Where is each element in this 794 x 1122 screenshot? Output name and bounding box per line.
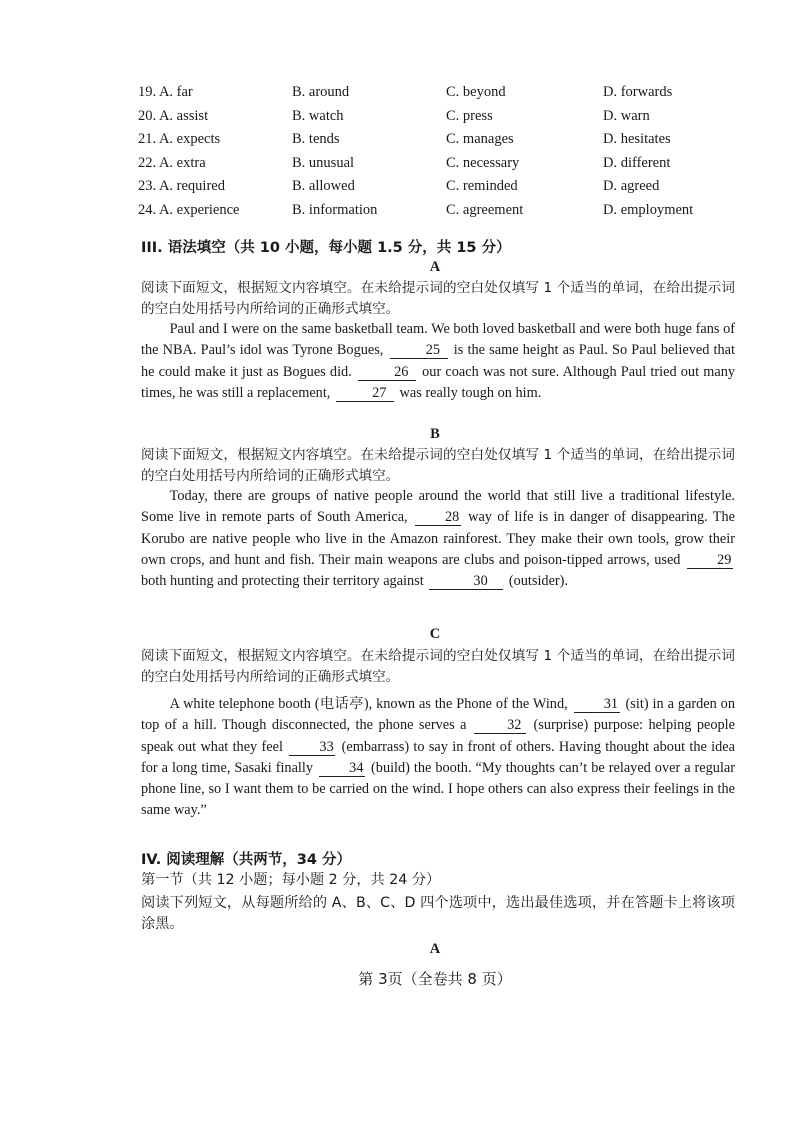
section-4-subheading: 第一节（共 12 小题；每小题 2 分，共 24 分） bbox=[141, 872, 441, 888]
section-4-heading: IV. 阅读理解（共两节，34 分） bbox=[141, 852, 352, 868]
option-row bbox=[138, 152, 758, 176]
blank-28[interactable]: 28 bbox=[415, 509, 461, 526]
option-cell: B. around bbox=[292, 84, 350, 101]
option-cell: D. employment bbox=[603, 201, 694, 218]
part-b-letter: B bbox=[430, 426, 440, 442]
blank-27[interactable]: 27 bbox=[336, 385, 394, 402]
blank-25[interactable]: 25 bbox=[390, 342, 448, 359]
blank-32[interactable]: 32 bbox=[474, 717, 526, 734]
option-cell: B. information bbox=[292, 201, 378, 218]
section-3-heading: III. 语法填空（共 10 小题，每小题 1.5 分，共 15 分） bbox=[141, 240, 511, 256]
part-c-instruction: 阅读下面短文，根据短文内容填空。在未给提示词的空白处仅填写 1 个适当的单词，在给出提示词的空白处用括号内所给词的正确形式填空。 bbox=[141, 648, 735, 686]
option-cell: B. unusual bbox=[292, 154, 355, 171]
option-cell: D. different bbox=[603, 154, 671, 171]
option-cell: C. press bbox=[446, 107, 493, 124]
option-cell: B. watch bbox=[292, 107, 344, 124]
options-table bbox=[138, 81, 758, 222]
blank-26[interactable]: 26 bbox=[358, 364, 416, 381]
option-cell: 23. A. required bbox=[138, 178, 225, 195]
option-cell: B. allowed bbox=[292, 178, 355, 195]
option-cell: 22. A. extra bbox=[138, 154, 206, 171]
part-c-passage: A white telephone booth (电话亭), known as the Phone of the Wind, 31 (sit) in a garden on top of a hill. Though disconnected, the phone serves a 32 (surprise) purpose: helping people speak out what they feel 33 (embarrass) to say in front of others. Having thought about the idea for a long time, Sasaki finally 34 (build) the booth. “My thoughts can’t be relayed over a regular phone line, so I want them to be carried on the wind. I hope others can also express their feelings in the same way.” bbox=[141, 696, 736, 819]
option-cell: C. manages bbox=[446, 131, 514, 148]
option-cell: 21. A. expects bbox=[138, 131, 221, 148]
option-cell: B. tends bbox=[292, 131, 340, 148]
part-a-passage: Paul and I were on the same basketball team. We both loved basketball and were both huge fans of the NBA. Paul’s idol was Tyrone Bogues, 25 is the same height as Paul. So Paul believed that he could make it just as Bogues did. 26 our coach was not sure. Although Paul tried out many times, he was still a replacement, 27 was really tough on him. bbox=[141, 321, 735, 401]
option-cell: C. agreement bbox=[446, 201, 524, 218]
section-4-letter: A bbox=[429, 941, 441, 957]
blank-33[interactable]: 33 bbox=[289, 739, 335, 756]
option-cell: D. agreed bbox=[603, 178, 660, 195]
option-cell: D. warn bbox=[603, 107, 650, 124]
blank-31[interactable]: 31 bbox=[574, 696, 620, 713]
part-a-letter: A bbox=[429, 259, 441, 275]
option-cell: C. beyond bbox=[446, 84, 506, 101]
blank-29[interactable]: 29 bbox=[687, 552, 733, 569]
part-b-passage: Today, there are groups of native people around the world that still live a traditional lifestyle. Some live in remote parts of South America, 28 way of life is in danger of disappearing. The Korubo are native people who live in the Amazon rainforest. They make their own tools, grow their own crops, and hunt and fish. Their main weapons are clubs and poison-tipped arrows, used 29 both hunting and protecting their territory against 30 (outsider). bbox=[141, 488, 735, 590]
option-cell: 20. A. assist bbox=[138, 107, 209, 124]
option-cell: C. necessary bbox=[446, 154, 520, 171]
option-row bbox=[138, 81, 758, 105]
option-row bbox=[138, 175, 758, 199]
option-cell: D. forwards bbox=[603, 84, 673, 101]
option-cell: C. reminded bbox=[446, 178, 518, 195]
blank-34[interactable]: 34 bbox=[319, 760, 365, 777]
section-4-instruction: 阅读下列短文，从每题所给的 A、B、C、D 四个选项中，选出最佳选项，并在答题卡上将该项涂黑。 bbox=[141, 895, 735, 933]
part-c-letter: C bbox=[429, 626, 441, 642]
option-row bbox=[138, 199, 758, 223]
page-footer: 第 3页（全卷共 8 页） bbox=[358, 970, 512, 988]
option-cell: D. hesitates bbox=[603, 131, 671, 148]
part-b-instruction: 阅读下面短文，根据短文内容填空。在未给提示词的空白处仅填写 1 个适当的单词，在给出提示词的空白处用括号内所给词的正确形式填空。 bbox=[141, 447, 735, 485]
option-row bbox=[138, 128, 758, 152]
option-cell: 19. A. far bbox=[138, 84, 193, 101]
option-cell: 24. A. experience bbox=[138, 201, 240, 218]
part-a-instruction: 阅读下面短文，根据短文内容填空。在未给提示词的空白处仅填写 1 个适当的单词，在给出提示词的空白处用括号内所给词的正确形式填空。 bbox=[141, 280, 735, 318]
blank-30[interactable]: 30 bbox=[429, 573, 503, 590]
option-row bbox=[138, 105, 758, 129]
